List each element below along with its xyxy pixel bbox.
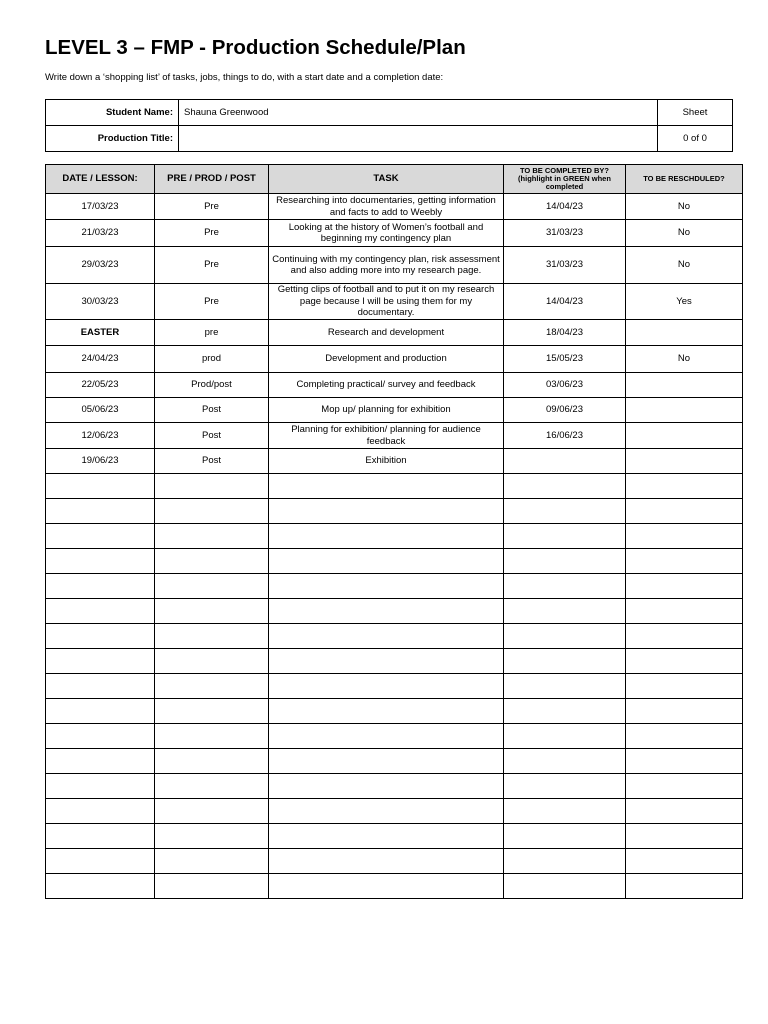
sheet-label: Sheet [658,100,733,126]
row-stage-cell[interactable]: Post [155,449,269,474]
schedule-row [46,346,743,373]
empty-cell[interactable] [155,799,269,824]
empty-cell[interactable] [46,549,155,574]
schedule-row [46,220,743,247]
empty-cell[interactable] [626,549,743,574]
row-stage-cell[interactable]: Pre [155,247,269,284]
empty-cell[interactable] [504,674,626,699]
empty-cell[interactable] [269,874,504,899]
empty-cell[interactable] [269,749,504,774]
row-stage-cell[interactable]: Post [155,398,269,423]
empty-cell[interactable] [626,824,743,849]
row-rescheduled-cell[interactable]: No [626,220,743,247]
empty-cell[interactable] [269,649,504,674]
col-header-task: TASK [269,165,504,194]
empty-cell[interactable] [155,624,269,649]
empty-schedule-row [46,649,743,674]
empty-schedule-row [46,849,743,874]
empty-cell[interactable] [626,649,743,674]
row-rescheduled-cell[interactable]: No [626,346,743,373]
schedule-row [46,284,743,320]
empty-cell[interactable] [269,599,504,624]
row-stage-cell[interactable]: prod [155,346,269,373]
row-date-cell[interactable]: 22/05/23 [46,373,155,398]
empty-schedule-row [46,824,743,849]
empty-schedule-row [46,774,743,799]
empty-cell[interactable] [269,774,504,799]
empty-schedule-row [46,624,743,649]
schedule-row [46,423,743,449]
empty-cell[interactable] [46,799,155,824]
empty-schedule-row [46,674,743,699]
row-due-cell[interactable]: 03/06/23 [504,373,626,398]
empty-cell[interactable] [626,874,743,899]
empty-cell[interactable] [46,599,155,624]
student-name-field[interactable]: Shauna Greenwood [179,100,658,126]
row-due-cell[interactable] [504,449,626,474]
row-date-cell[interactable]: 19/06/23 [46,449,155,474]
empty-schedule-row [46,799,743,824]
empty-cell[interactable] [269,549,504,574]
sheet-count: 0 of 0 [658,126,733,152]
schedule-row [46,398,743,423]
row-due-cell[interactable]: 14/04/23 [504,194,626,220]
row-rescheduled-cell[interactable]: No [626,247,743,284]
empty-cell[interactable] [626,599,743,624]
row-task-cell[interactable]: Looking at the history of Women’s football and beginning my contingency plan [269,220,504,247]
schedule-body [46,194,743,899]
row-due-cell[interactable]: 16/06/23 [504,423,626,449]
empty-cell[interactable] [269,699,504,724]
schedule-table [45,164,743,899]
empty-cell[interactable] [504,874,626,899]
empty-cell[interactable] [626,799,743,824]
empty-cell[interactable] [155,849,269,874]
row-date-cell[interactable]: 17/03/23 [46,194,155,220]
row-rescheduled-cell[interactable] [626,423,743,449]
empty-cell[interactable] [269,574,504,599]
empty-schedule-row [46,499,743,524]
empty-cell[interactable] [504,624,626,649]
empty-cell[interactable] [46,824,155,849]
schedule-row [46,320,743,346]
production-title-row [46,126,733,152]
empty-cell[interactable] [46,849,155,874]
row-rescheduled-cell[interactable] [626,320,743,346]
empty-cell[interactable] [155,674,269,699]
empty-schedule-row [46,874,743,899]
empty-cell[interactable] [155,574,269,599]
row-rescheduled-cell[interactable]: No [626,194,743,220]
row-due-cell[interactable]: 09/06/23 [504,398,626,423]
empty-cell[interactable] [504,699,626,724]
empty-schedule-row [46,574,743,599]
student-name-row [46,100,733,126]
empty-cell[interactable] [269,849,504,874]
empty-cell[interactable] [155,524,269,549]
empty-cell[interactable] [504,799,626,824]
empty-cell[interactable] [504,649,626,674]
row-task-cell[interactable]: Research and development [269,320,504,346]
row-date-cell[interactable]: 29/03/23 [46,247,155,284]
row-stage-cell[interactable]: Prod/post [155,373,269,398]
schedule-row [46,373,743,398]
empty-cell[interactable] [504,849,626,874]
production-title-label: Production Title: [46,126,179,152]
empty-cell[interactable] [504,524,626,549]
empty-cell[interactable] [626,499,743,524]
row-task-cell[interactable]: Development and production [269,346,504,373]
col-header-due: TO BE COMPLETED BY? (highlight in GREEN when completed [504,165,626,194]
student-info-table [45,99,733,152]
empty-schedule-row [46,474,743,499]
empty-cell[interactable] [46,524,155,549]
row-rescheduled-cell[interactable] [626,398,743,423]
empty-cell[interactable] [626,849,743,874]
empty-cell[interactable] [504,574,626,599]
col-header-stage: PRE / PROD / POST [155,165,269,194]
student-name-label: Student Name: [46,100,179,126]
empty-cell[interactable] [269,724,504,749]
empty-cell[interactable] [269,824,504,849]
empty-cell[interactable] [626,474,743,499]
empty-cell[interactable] [269,674,504,699]
empty-cell[interactable] [626,574,743,599]
empty-cell[interactable] [626,699,743,724]
schedule-row [46,449,743,474]
empty-cell[interactable] [155,824,269,849]
row-task-cell[interactable]: Getting clips of football and to put it on my research page because I will be using them for my documentary. [269,284,504,320]
page-title: LEVEL 3 – FMP - Production Schedule/Plan [45,36,466,59]
row-task-cell[interactable]: Exhibition [269,449,504,474]
empty-schedule-row [46,549,743,574]
row-date-cell[interactable]: EASTER [46,320,155,346]
row-stage-cell[interactable]: Pre [155,284,269,320]
empty-cell[interactable] [626,774,743,799]
empty-cell[interactable] [46,649,155,674]
row-stage-cell[interactable]: Pre [155,220,269,247]
empty-schedule-row [46,724,743,749]
empty-cell[interactable] [269,624,504,649]
empty-cell[interactable] [269,474,504,499]
empty-cell[interactable] [626,524,743,549]
row-due-cell[interactable]: 15/05/23 [504,346,626,373]
row-stage-cell[interactable]: pre [155,320,269,346]
empty-cell[interactable] [155,474,269,499]
row-rescheduled-cell[interactable]: Yes [626,284,743,320]
schedule-header-row [46,165,743,194]
production-title-field[interactable] [179,126,658,152]
schedule-row [46,247,743,284]
empty-cell[interactable] [269,799,504,824]
empty-cell[interactable] [504,824,626,849]
empty-cell[interactable] [46,774,155,799]
row-due-cell[interactable]: 14/04/23 [504,284,626,320]
instructions-text: Write down a ‘shopping list’ of tasks, jobs, things to do, with a start date and a completion date: [45,72,444,83]
empty-cell[interactable] [626,749,743,774]
empty-cell[interactable] [46,749,155,774]
empty-cell[interactable] [504,499,626,524]
row-due-cell[interactable]: 31/03/23 [504,247,626,284]
empty-cell[interactable] [504,599,626,624]
empty-cell[interactable] [504,774,626,799]
row-date-cell[interactable]: 05/06/23 [46,398,155,423]
empty-schedule-row [46,699,743,724]
row-date-cell[interactable]: 12/06/23 [46,423,155,449]
empty-cell[interactable] [46,499,155,524]
row-due-cell[interactable]: 31/03/23 [504,220,626,247]
row-stage-cell[interactable]: Pre [155,194,269,220]
empty-cell[interactable] [46,674,155,699]
row-rescheduled-cell[interactable] [626,449,743,474]
empty-cell[interactable] [155,749,269,774]
schedule-row [46,194,743,220]
empty-cell[interactable] [46,624,155,649]
empty-cell[interactable] [155,649,269,674]
empty-cell[interactable] [155,699,269,724]
empty-cell[interactable] [155,549,269,574]
empty-cell[interactable] [504,749,626,774]
col-header-date: DATE / LESSON: [46,165,155,194]
row-stage-cell[interactable]: Post [155,423,269,449]
row-task-cell[interactable]: Planning for exhibition/ planning for audience feedback [269,423,504,449]
row-rescheduled-cell[interactable] [626,373,743,398]
empty-cell[interactable] [46,874,155,899]
empty-cell[interactable] [504,724,626,749]
empty-cell[interactable] [269,499,504,524]
empty-schedule-row [46,524,743,549]
empty-cell[interactable] [626,674,743,699]
col-header-rescheduled: TO BE RESCHDULED? [626,165,743,194]
empty-cell[interactable] [626,624,743,649]
empty-cell[interactable] [155,774,269,799]
empty-cell[interactable] [504,549,626,574]
empty-cell[interactable] [155,599,269,624]
row-due-cell[interactable]: 18/04/23 [504,320,626,346]
row-date-cell[interactable]: 21/03/23 [46,220,155,247]
empty-cell[interactable] [504,474,626,499]
empty-schedule-row [46,599,743,624]
empty-cell[interactable] [155,874,269,899]
row-date-cell[interactable]: 24/04/23 [46,346,155,373]
empty-cell[interactable] [269,524,504,549]
row-task-cell[interactable]: Mop up/ planning for exhibition [269,398,504,423]
empty-schedule-row [46,749,743,774]
empty-cell[interactable] [46,474,155,499]
row-task-cell[interactable]: Researching into documentaries, getting information and facts to add to Weebly [269,194,504,220]
row-task-cell[interactable]: Completing practical/ survey and feedback [269,373,504,398]
empty-cell[interactable] [46,699,155,724]
empty-cell[interactable] [626,724,743,749]
empty-cell[interactable] [46,724,155,749]
empty-cell[interactable] [155,499,269,524]
empty-cell[interactable] [46,574,155,599]
row-date-cell[interactable]: 30/03/23 [46,284,155,320]
empty-cell[interactable] [155,724,269,749]
row-task-cell[interactable]: Continuing with my contingency plan, risk assessment and also adding more into my research page. [269,247,504,284]
